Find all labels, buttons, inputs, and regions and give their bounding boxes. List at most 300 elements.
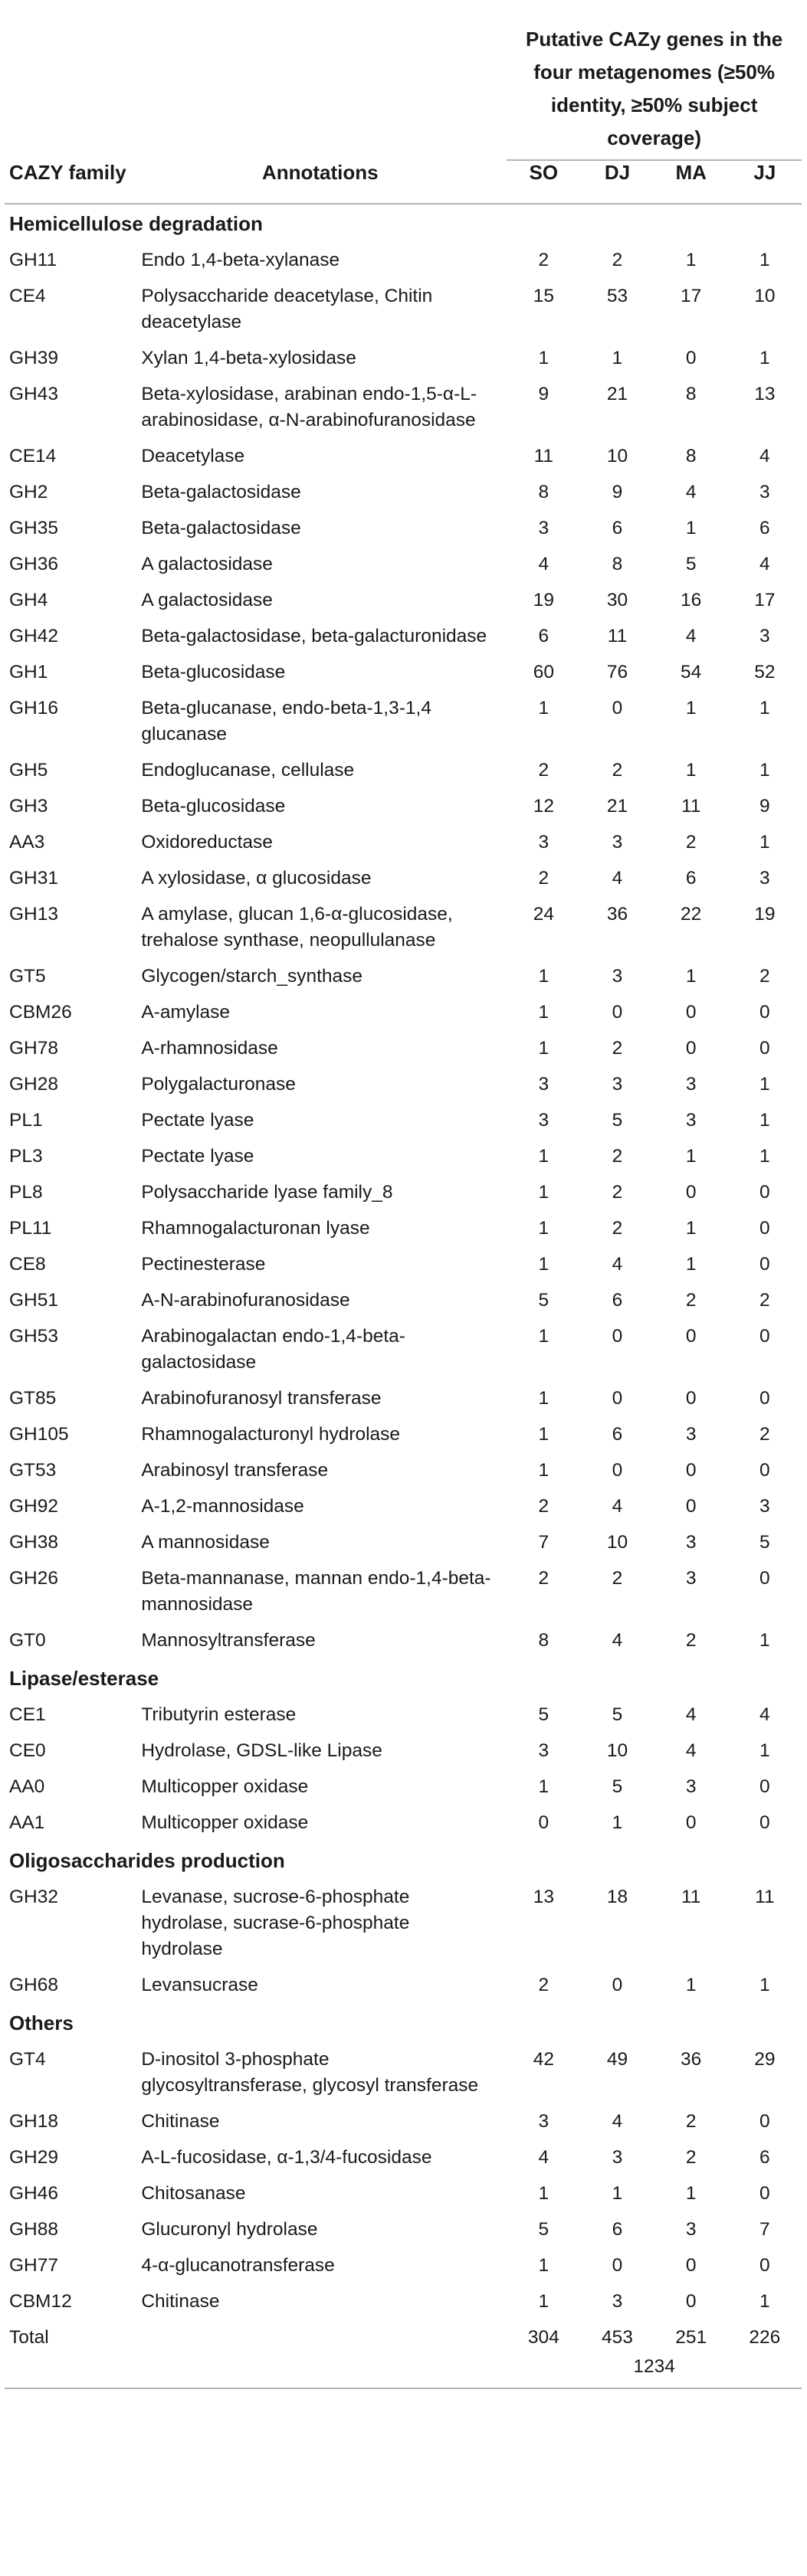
value-dj: 5 bbox=[612, 1776, 623, 1797]
value-jj: 4 bbox=[759, 1704, 770, 1725]
value-dj: 6 bbox=[612, 1290, 623, 1311]
cazy-family: GH18 bbox=[9, 2111, 59, 2132]
value-jj: 3 bbox=[759, 482, 770, 502]
value-dj: 4 bbox=[612, 1254, 623, 1275]
value-jj: 19 bbox=[754, 904, 776, 925]
section-header bbox=[5, 1659, 802, 1697]
value-dj: 2 bbox=[612, 1146, 623, 1167]
value-dj: 49 bbox=[606, 2049, 628, 2070]
cazy-family: GH39 bbox=[9, 348, 59, 368]
value-jj: 6 bbox=[759, 518, 770, 538]
table-row bbox=[5, 475, 802, 511]
annotation: Polygalacturonase bbox=[141, 1074, 296, 1095]
value-dj: 2 bbox=[612, 1218, 623, 1239]
annotation: Hydrolase, GDSL-like Lipase bbox=[141, 1740, 382, 1761]
value-dj: 0 bbox=[612, 2255, 623, 2276]
cazy-family: CBM26 bbox=[9, 1002, 72, 1023]
value-dj: 5 bbox=[612, 1110, 623, 1131]
value-jj: 1 bbox=[759, 2291, 770, 2312]
annotation: Arabinogalactan endo-1,4-beta-galactosidase bbox=[141, 1326, 405, 1373]
cazy-family: GH51 bbox=[9, 1290, 59, 1311]
value-jj: 3 bbox=[759, 626, 770, 646]
table-row bbox=[5, 1733, 802, 1769]
value-so: 1 bbox=[538, 2291, 549, 2312]
annotation: Chitinase bbox=[141, 2291, 220, 2312]
annotation: Deacetylase bbox=[141, 446, 245, 466]
value-ma: 2 bbox=[685, 1290, 697, 1311]
table-row bbox=[5, 1489, 802, 1525]
value-jj: 3 bbox=[759, 1496, 770, 1517]
value-dj: 10 bbox=[606, 446, 628, 466]
value-dj: 0 bbox=[612, 1326, 623, 1347]
value-ma: 0 bbox=[685, 1812, 697, 1833]
cazy-family: GH42 bbox=[9, 626, 59, 646]
cazy-family: CE14 bbox=[9, 446, 57, 466]
cazy-family: GT85 bbox=[9, 1388, 57, 1409]
value-ma: 22 bbox=[681, 904, 702, 925]
section-header bbox=[5, 2004, 802, 2042]
value-dj: 6 bbox=[612, 2219, 623, 2240]
table-row bbox=[5, 789, 802, 825]
value-so: 1 bbox=[538, 1326, 549, 1347]
table-row bbox=[5, 1417, 802, 1453]
value-jj: 7 bbox=[759, 2219, 770, 2240]
value-so: 4 bbox=[538, 554, 549, 574]
value-ma: 1 bbox=[685, 2183, 697, 2204]
cazy-family: GH28 bbox=[9, 1074, 59, 1095]
value-jj: 0 bbox=[759, 1776, 770, 1797]
table-row bbox=[5, 1880, 802, 1968]
header-family bbox=[5, 161, 133, 204]
value-so: 1 bbox=[538, 1424, 549, 1445]
cazy-family: GH11 bbox=[9, 250, 57, 270]
section-title: Lipase/esterase bbox=[9, 1667, 159, 1690]
annotation: Chitosanase bbox=[141, 2183, 246, 2204]
value-ma: 4 bbox=[685, 482, 697, 502]
value-ma: 1 bbox=[685, 1146, 697, 1167]
table-row bbox=[5, 341, 802, 377]
table-row bbox=[5, 861, 802, 897]
value-so: 0 bbox=[538, 1812, 549, 1833]
value-ma: 0 bbox=[685, 1002, 697, 1023]
value-so: 1 bbox=[538, 2183, 549, 2204]
value-dj: 3 bbox=[612, 966, 623, 987]
value-dj: 2 bbox=[612, 250, 623, 270]
value-jj: 52 bbox=[754, 662, 776, 682]
value-ma: 0 bbox=[685, 1496, 697, 1517]
cazy-family: GH88 bbox=[9, 2219, 59, 2240]
value-dj: 3 bbox=[612, 1074, 623, 1095]
table-row bbox=[5, 1381, 802, 1417]
value-so: 3 bbox=[538, 518, 549, 538]
value-so: 13 bbox=[533, 1887, 554, 1907]
cazy-family: GH77 bbox=[9, 2255, 59, 2276]
value-so: 6 bbox=[538, 626, 549, 646]
table-row bbox=[5, 377, 802, 439]
cazy-family: GH46 bbox=[9, 2183, 59, 2204]
value-dj: 0 bbox=[612, 1460, 623, 1481]
value-ma: 0 bbox=[685, 1460, 697, 1481]
value-so: 2 bbox=[538, 1568, 549, 1589]
value-jj: 9 bbox=[759, 796, 770, 817]
value-dj: 0 bbox=[612, 698, 623, 718]
value-dj: 21 bbox=[606, 796, 628, 817]
value-so: 3 bbox=[538, 1074, 549, 1095]
value-so: 24 bbox=[533, 904, 554, 925]
value-so: 12 bbox=[533, 796, 554, 817]
value-so: 4 bbox=[538, 2147, 549, 2168]
value-dj: 2 bbox=[612, 760, 623, 781]
value-dj: 8 bbox=[612, 554, 623, 574]
cazy-family: GH78 bbox=[9, 1038, 59, 1059]
annotation: A-L-fucosidase, α-1,3/4-fucosidase bbox=[141, 2147, 432, 2168]
value-ma: 8 bbox=[685, 384, 697, 404]
value-dj: 0 bbox=[612, 1388, 623, 1409]
table-row bbox=[5, 897, 802, 959]
table-row bbox=[5, 1175, 802, 1211]
value-dj: 76 bbox=[606, 662, 628, 682]
cazy-family: GH13 bbox=[9, 904, 59, 925]
value-dj: 11 bbox=[607, 626, 628, 646]
value-ma: 4 bbox=[685, 1704, 697, 1725]
annotation: Mannosyltransferase bbox=[141, 1630, 316, 1651]
cazy-family: GH43 bbox=[9, 384, 59, 404]
annotation: Arabinosyl transferase bbox=[141, 1460, 329, 1481]
value-so: 1 bbox=[538, 1776, 549, 1797]
value-jj: 1 bbox=[759, 1975, 770, 1995]
value-dj: 4 bbox=[612, 2111, 623, 2132]
value-so: 1 bbox=[538, 1146, 549, 1167]
value-dj: 36 bbox=[606, 904, 628, 925]
value-ma: 1 bbox=[685, 250, 697, 270]
value-jj: 0 bbox=[759, 1002, 770, 1023]
value-ma: 1 bbox=[685, 1254, 697, 1275]
header-super-row bbox=[5, 5, 802, 160]
value-jj: 0 bbox=[759, 2111, 770, 2132]
cazy-family: GH68 bbox=[9, 1975, 59, 1995]
value-so: 1 bbox=[538, 2255, 549, 2276]
section-header bbox=[5, 205, 802, 243]
value-ma: 0 bbox=[685, 1388, 697, 1409]
cazy-family: GH53 bbox=[9, 1326, 59, 1347]
value-so: 1 bbox=[538, 1254, 549, 1275]
value-so: 1 bbox=[538, 966, 549, 987]
value-dj: 2 bbox=[612, 1568, 623, 1589]
value-jj: 0 bbox=[759, 1182, 770, 1203]
table-row bbox=[5, 1139, 802, 1175]
header-col-ma: MA bbox=[675, 161, 707, 184]
table-row bbox=[5, 439, 802, 475]
value-so: 19 bbox=[533, 590, 554, 610]
value-dj: 21 bbox=[606, 384, 628, 404]
value-dj: 3 bbox=[612, 2147, 623, 2168]
table-row bbox=[5, 1247, 802, 1283]
cazy-family: GH105 bbox=[9, 1424, 69, 1445]
value-jj: 1 bbox=[759, 1630, 770, 1651]
cazy-family: CE8 bbox=[9, 1254, 46, 1275]
annotation: A amylase, glucan 1,6-α-glucosidase, trehalose synthase, neopullulanase bbox=[141, 904, 453, 951]
value-ma: 1 bbox=[685, 1218, 697, 1239]
cazy-family: GH92 bbox=[9, 1496, 59, 1517]
header-annotations: Annotations bbox=[261, 161, 379, 184]
table-row bbox=[5, 2042, 802, 2104]
cazy-family: CE4 bbox=[9, 286, 46, 306]
value-jj: 2 bbox=[759, 1424, 770, 1445]
annotation: A-1,2-mannosidase bbox=[141, 1496, 304, 1517]
section-title: Others bbox=[9, 2011, 74, 2034]
annotation: Rhamnogalacturonan lyase bbox=[141, 1218, 370, 1239]
value-ma: 3 bbox=[685, 1532, 697, 1553]
value-ma: 5 bbox=[685, 554, 697, 574]
cazy-family: GH31 bbox=[9, 868, 59, 889]
value-dj: 10 bbox=[606, 1532, 628, 1553]
value-ma: 2 bbox=[685, 832, 697, 853]
value-so: 3 bbox=[538, 832, 549, 853]
value-jj: 17 bbox=[754, 590, 776, 610]
value-so: 8 bbox=[538, 482, 549, 502]
cazy-family: AA0 bbox=[9, 1776, 45, 1797]
value-jj: 1 bbox=[759, 832, 770, 853]
section-header bbox=[5, 1841, 802, 1880]
value-so: 2 bbox=[538, 760, 549, 781]
cazy-family: GH1 bbox=[9, 662, 48, 682]
total-ma: 251 bbox=[675, 2327, 707, 2348]
annotation: Xylan 1,4-beta-xylosidase bbox=[141, 348, 356, 368]
table-row bbox=[5, 1067, 802, 1103]
value-jj: 11 bbox=[755, 1887, 775, 1907]
table-row bbox=[5, 619, 802, 655]
table-row bbox=[5, 243, 802, 279]
value-so: 60 bbox=[533, 662, 554, 682]
annotation: Multicopper oxidase bbox=[141, 1776, 309, 1797]
header-row bbox=[5, 161, 802, 204]
annotation: Polysaccharide deacetylase, Chitin deacetylase bbox=[141, 286, 433, 332]
cazy-family: PL8 bbox=[9, 1182, 43, 1203]
table-row bbox=[5, 2104, 802, 2140]
table-row bbox=[5, 2212, 802, 2248]
value-jj: 1 bbox=[759, 250, 770, 270]
annotation: Oxidoreductase bbox=[141, 832, 273, 853]
value-jj: 1 bbox=[759, 760, 770, 781]
cazy-family: PL1 bbox=[9, 1110, 43, 1131]
value-dj: 3 bbox=[612, 2291, 623, 2312]
header-col-so: SO bbox=[529, 161, 559, 184]
value-so: 2 bbox=[538, 1975, 549, 1995]
annotation: A-N-arabinofuranosidase bbox=[141, 1290, 350, 1311]
value-jj: 13 bbox=[754, 384, 776, 404]
table-row bbox=[5, 2248, 802, 2284]
cazy-family: GH5 bbox=[9, 760, 48, 781]
value-ma: 2 bbox=[685, 2111, 697, 2132]
value-dj: 5 bbox=[612, 1704, 623, 1725]
table-row bbox=[5, 547, 802, 583]
value-jj: 10 bbox=[754, 286, 776, 306]
value-ma: 1 bbox=[685, 1975, 697, 1995]
value-ma: 3 bbox=[685, 1074, 697, 1095]
value-so: 1 bbox=[538, 1182, 549, 1203]
cazy-family: GH16 bbox=[9, 698, 59, 718]
value-dj: 2 bbox=[612, 1182, 623, 1203]
table-bottom-rule bbox=[5, 2388, 802, 2389]
cazy-family: GH2 bbox=[9, 482, 48, 502]
value-jj: 0 bbox=[759, 1388, 770, 1409]
value-dj: 0 bbox=[612, 1002, 623, 1023]
cazy-family: GT5 bbox=[9, 966, 46, 987]
value-ma: 4 bbox=[685, 626, 697, 646]
annotation: A galactosidase bbox=[141, 590, 273, 610]
value-ma: 3 bbox=[685, 1110, 697, 1131]
value-so: 7 bbox=[538, 1532, 549, 1553]
value-jj: 29 bbox=[754, 2049, 776, 2070]
value-jj: 2 bbox=[759, 966, 770, 987]
table-body bbox=[5, 205, 802, 2320]
header-family-label: CAZY family bbox=[9, 161, 126, 184]
annotation: A-rhamnosidase bbox=[141, 1038, 278, 1059]
value-ma: 1 bbox=[685, 966, 697, 987]
table-row bbox=[5, 2284, 802, 2320]
annotation: Beta-glucanase, endo-beta-1,3-1,4 glucanase bbox=[141, 698, 431, 745]
total-dj: 453 bbox=[602, 2327, 633, 2348]
value-jj: 3 bbox=[759, 868, 770, 889]
cazy-family: GT53 bbox=[9, 1460, 57, 1481]
annotation: Rhamnogalacturonyl hydrolase bbox=[141, 1424, 401, 1445]
value-jj: 5 bbox=[759, 1532, 770, 1553]
value-jj: 1 bbox=[759, 1740, 770, 1761]
table-row bbox=[5, 1623, 802, 1659]
value-so: 15 bbox=[533, 286, 554, 306]
table-row bbox=[5, 691, 802, 753]
table-row bbox=[5, 995, 802, 1031]
value-ma: 0 bbox=[685, 1326, 697, 1347]
total-label: Total bbox=[9, 2327, 49, 2348]
table-row bbox=[5, 655, 802, 691]
value-jj: 0 bbox=[759, 1326, 770, 1347]
value-so: 5 bbox=[538, 1704, 549, 1725]
value-dj: 1 bbox=[612, 1812, 623, 1833]
annotation: A galactosidase bbox=[141, 554, 273, 574]
annotation: Levanase, sucrose-6-phosphate hydrolase, sucrase-6-phosphate hydrolase bbox=[141, 1887, 410, 1959]
value-so: 3 bbox=[538, 1110, 549, 1131]
value-so: 1 bbox=[538, 1002, 549, 1023]
table-row bbox=[5, 511, 802, 547]
annotation: Beta-galactosidase bbox=[141, 518, 301, 538]
value-so: 1 bbox=[538, 1218, 549, 1239]
value-so: 8 bbox=[538, 1630, 549, 1651]
cazy-table bbox=[5, 5, 802, 2389]
annotation: Pectate lyase bbox=[141, 1110, 254, 1131]
value-dj: 1 bbox=[612, 348, 623, 368]
table-row bbox=[5, 1805, 802, 1841]
cazy-family: PL3 bbox=[9, 1146, 43, 1167]
cazy-family: GH3 bbox=[9, 796, 48, 817]
annotation: A mannosidase bbox=[141, 1532, 270, 1553]
value-ma: 4 bbox=[685, 1740, 697, 1761]
table-row bbox=[5, 1769, 802, 1805]
value-dj: 4 bbox=[612, 868, 623, 889]
table-row bbox=[5, 1525, 802, 1561]
value-so: 9 bbox=[538, 384, 549, 404]
annotation: A xylosidase, α glucosidase bbox=[141, 868, 372, 889]
cazy-family: GH26 bbox=[9, 1568, 59, 1589]
value-ma: 6 bbox=[685, 868, 697, 889]
value-so: 2 bbox=[538, 868, 549, 889]
value-so: 1 bbox=[538, 698, 549, 718]
table-row bbox=[5, 2176, 802, 2212]
total-jj: 226 bbox=[749, 2327, 781, 2348]
cazy-family: GT4 bbox=[9, 2049, 46, 2070]
table-row bbox=[5, 1697, 802, 1733]
value-dj: 3 bbox=[612, 832, 623, 853]
value-jj: 0 bbox=[759, 2183, 770, 2204]
annotation: Glucuronyl hydrolase bbox=[141, 2219, 318, 2240]
value-dj: 18 bbox=[606, 1887, 628, 1907]
annotation: Beta-galactosidase, beta-galacturonidase bbox=[141, 626, 487, 646]
annotation: Beta-mannanase, mannan endo-1,4-beta-mannosidase bbox=[141, 1568, 491, 1615]
annotation: Pectinesterase bbox=[141, 1254, 266, 1275]
annotation: Arabinofuranosyl transferase bbox=[141, 1388, 382, 1409]
value-jj: 4 bbox=[759, 446, 770, 466]
value-ma: 1 bbox=[685, 698, 697, 718]
annotation: Multicopper oxidase bbox=[141, 1812, 309, 1833]
annotation: Endo 1,4-beta-xylanase bbox=[141, 250, 340, 270]
table-row bbox=[5, 1283, 802, 1319]
value-dj: 10 bbox=[606, 1740, 628, 1761]
value-dj: 1 bbox=[612, 2183, 623, 2204]
value-ma: 1 bbox=[685, 760, 697, 781]
value-jj: 2 bbox=[759, 1290, 770, 1311]
table-row bbox=[5, 1968, 802, 2004]
cazy-family: CE0 bbox=[9, 1740, 46, 1761]
value-dj: 2 bbox=[612, 1038, 623, 1059]
annotation: Glycogen/starch_synthase bbox=[141, 966, 363, 987]
value-jj: 1 bbox=[759, 1074, 770, 1095]
header-col-dj: DJ bbox=[604, 161, 631, 184]
value-jj: 0 bbox=[759, 1254, 770, 1275]
value-jj: 6 bbox=[759, 2147, 770, 2168]
table-row bbox=[5, 1031, 802, 1067]
cazy-family: AA3 bbox=[9, 832, 45, 853]
value-jj: 1 bbox=[759, 348, 770, 368]
value-ma: 2 bbox=[685, 1630, 697, 1651]
value-dj: 4 bbox=[612, 1630, 623, 1651]
value-ma: 11 bbox=[681, 1887, 701, 1907]
table-row bbox=[5, 1103, 802, 1139]
table-row bbox=[5, 2140, 802, 2176]
value-dj: 53 bbox=[606, 286, 628, 306]
table-row bbox=[5, 279, 802, 341]
annotation: Chitinase bbox=[141, 2111, 220, 2132]
section-title: Hemicellulose degradation bbox=[9, 212, 263, 235]
value-jj: 1 bbox=[759, 1146, 770, 1167]
value-ma: 54 bbox=[681, 662, 702, 682]
table-row bbox=[5, 1319, 802, 1381]
annotation: Beta-galactosidase bbox=[141, 482, 301, 502]
cazy-family: CBM12 bbox=[9, 2291, 72, 2312]
value-jj: 0 bbox=[759, 2255, 770, 2276]
value-ma: 11 bbox=[681, 796, 701, 817]
cazy-family: GH29 bbox=[9, 2147, 59, 2168]
value-ma: 2 bbox=[685, 2147, 697, 2168]
table-row bbox=[5, 1211, 802, 1247]
value-ma: 3 bbox=[685, 1568, 697, 1589]
cazy-family: CE1 bbox=[9, 1704, 46, 1725]
annotation: A-amylase bbox=[141, 1002, 231, 1023]
cazy-family: GT0 bbox=[9, 1630, 46, 1651]
value-ma: 3 bbox=[685, 1776, 697, 1797]
grand-total-row bbox=[5, 2354, 802, 2388]
value-so: 3 bbox=[538, 2111, 549, 2132]
value-ma: 3 bbox=[685, 2219, 697, 2240]
